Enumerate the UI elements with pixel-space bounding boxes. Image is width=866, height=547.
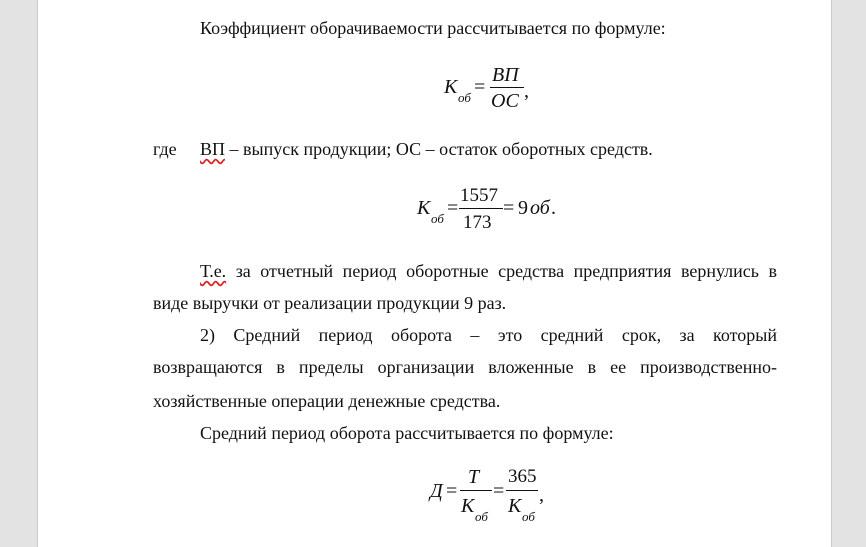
- formula3-denominator-1: K: [461, 495, 475, 517]
- paragraph-period-line2: возвращаются в пределы организации вложенные в ее производственно-: [153, 357, 777, 377]
- formula3-denominator-2: K: [508, 495, 522, 517]
- paragraph-period-line1: 2) Средний период оборота – это средний срок, за который: [200, 325, 777, 345]
- formula1-comma: ,: [524, 80, 529, 102]
- formula3-equals-2: =: [493, 480, 505, 502]
- formula2-result: 9: [518, 197, 528, 219]
- where-definition: [200, 138, 653, 160]
- formula3-fraction-bar-1: [460, 490, 492, 491]
- formula2-numerator: 1557: [460, 185, 498, 206]
- formula3-denominator-2-sub: об: [522, 509, 535, 524]
- paragraph-period-line3: хозяйственные операции денежные средства.: [153, 391, 501, 411]
- document-page: [37, 0, 832, 547]
- abbr-te: Т.е.: [200, 261, 227, 281]
- formula2-fraction-bar: [459, 208, 503, 209]
- formula2-denominator: 173: [463, 212, 492, 233]
- formula3-lhs: Д: [430, 480, 443, 502]
- formula1-denominator: ОС: [491, 90, 519, 112]
- paragraph-period-formula-intro: Средний период оборота рассчитывается по формуле:: [200, 423, 614, 443]
- formula1-fraction-bar: [490, 87, 524, 88]
- where-definition-text: – выпуск продукции; ОС – остаток оборотных средств.: [225, 139, 653, 159]
- formula3-equals: =: [446, 480, 458, 502]
- formula2-period: .: [551, 197, 556, 219]
- formula2-equals-2: =: [503, 197, 515, 219]
- formula2-unit: об: [530, 197, 550, 219]
- paragraph-result-line1: [200, 260, 777, 282]
- formula1-lhs-sub: об: [458, 90, 471, 105]
- where-label: где: [153, 139, 177, 159]
- paragraph-result-line1-text: за отчетный период оборотные средства предприятия вернулись в: [226, 261, 777, 281]
- formula3-fraction-bar-2: [506, 490, 538, 491]
- formula3-comma: ,: [539, 484, 544, 506]
- paragraph-formula-intro: Коэффициент оборачиваемости рассчитывается по формуле:: [200, 18, 666, 38]
- paragraph-result-line2: виде выручки от реализации продукции 9 раз.: [153, 293, 507, 313]
- formula3-denominator-1-sub: об: [475, 509, 488, 524]
- formula1-equals: =: [474, 76, 486, 98]
- formula2-lhs-sub: об: [431, 211, 444, 226]
- formula2-equals: =: [447, 197, 459, 219]
- abbr-vp: ВП: [200, 139, 226, 159]
- formula1-numerator: ВП: [492, 64, 519, 86]
- formula2-lhs: K: [417, 197, 431, 219]
- formula3-numerator-1: T: [468, 466, 480, 488]
- formula3-numerator-2: 365: [508, 466, 537, 487]
- formula1-lhs: K: [444, 76, 458, 98]
